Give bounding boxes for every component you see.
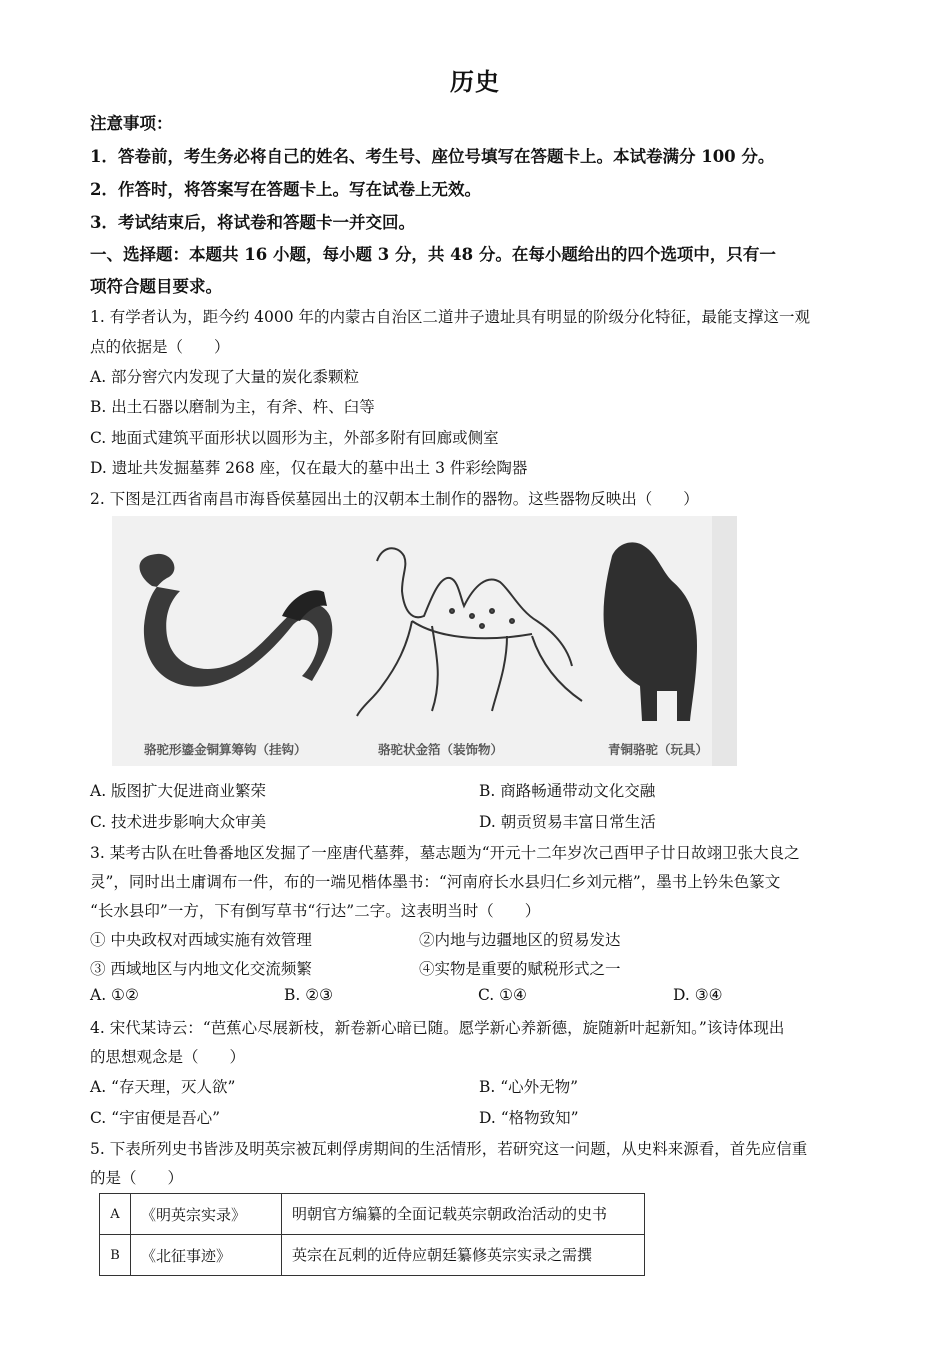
q1-stem-line1: 1. 有学者认为，距今约 4000 年的内蒙古自治区二道井子遗址具有明显的阶级分化特征，最能支撑这一观 xyxy=(90,308,811,326)
notice-item-2: 2．作答时，将答案写在答题卡上。写在试卷上无效。 xyxy=(90,180,481,199)
q5-stem-line1: 5. 下表所列史书皆涉及明英宗被瓦剌俘虏期间的生活情形，若研究这一问题，从史料来源看，首先应信重 xyxy=(90,1140,808,1158)
q2-option-a: A. 版图扩大促进商业繁荣 xyxy=(90,782,267,800)
q5-source-table xyxy=(99,1193,645,1276)
q3-item-3: ③ 西域地区与内地文化交流频繁 xyxy=(90,960,312,978)
caption-camel-hook: 骆驼形鎏金铜算筹钩（挂钩） xyxy=(144,742,307,757)
q3-item-4: ④实物是重要的赋税形式之一 xyxy=(419,960,621,978)
q3-item-1: ① 中央政权对西域实施有效管理 xyxy=(90,931,312,949)
notice-heading: 注意事项： xyxy=(90,114,173,133)
caption-bronze-camel: 青铜骆驼（玩具） xyxy=(608,742,709,757)
q3-option-b: B. ②③ xyxy=(284,986,334,1004)
q3-stem-line2: 灵”，同时出土庸调布一件，布的一端见楷体墨书：“河南府长水县归仁乡刘元楷”，墨书上钤朱色篆文 xyxy=(90,873,781,891)
page-title: 历史 xyxy=(450,67,500,96)
q2-artifact-figure xyxy=(112,516,737,766)
q2-option-b: B. 商路畅通带动文化交融 xyxy=(479,782,656,800)
caption-gold-foil-camel: 骆驼状金箔（装饰物） xyxy=(378,742,504,757)
q4-option-d: D. “格物致知” xyxy=(479,1109,579,1127)
row-letter: B xyxy=(100,1235,131,1276)
row-description: 英宗在瓦剌的近侍应朝廷纂修英宗实录之需撰 xyxy=(282,1235,645,1276)
q5-stem-line2: 的是（ ） xyxy=(90,1169,184,1187)
q3-item-2: ②内地与边疆地区的贸易发达 xyxy=(419,931,621,949)
q3-option-c: C. ①④ xyxy=(478,986,527,1004)
notice-item-1: 1．答卷前，考生务必将自己的姓名、考生号、座位号填写在答题卡上。本试卷满分 100 分。 xyxy=(90,147,775,166)
notice-item-3: 3．考试结束后，将试卷和答题卡一并交回。 xyxy=(90,213,415,232)
q2-option-c: C. 技术进步影响大众审美 xyxy=(90,813,267,831)
q4-stem-line2: 的思想观念是（ ） xyxy=(90,1048,246,1066)
q1-option-d: D. 遗址共发掘墓葬 268 座，仅在最大的墓中出土 3 件彩绘陶器 xyxy=(90,459,528,477)
table-row xyxy=(100,1194,645,1235)
q3-option-a: A. ①② xyxy=(90,986,139,1004)
q1-option-a: A. 部分窖穴内发现了大量的炭化黍颗粒 xyxy=(90,368,360,386)
q4-option-b: B. “心外无物” xyxy=(479,1078,579,1096)
q3-stem-line3: “长水县印”一方，下有倒写草书“行达”二字。这表明当时（ ） xyxy=(90,902,541,920)
section-heading-line1: 一、选择题：本题共 16 小题，每小题 3 分，共 48 分。在每小题给出的四个选项中，只有一 xyxy=(90,245,776,264)
row-book: 《北征事迹》 xyxy=(131,1235,282,1276)
q1-option-c: C. 地面式建筑平面形状以圆形为主，外部多附有回廊或侧室 xyxy=(90,429,499,447)
q1-stem-line2: 点的依据是（ ） xyxy=(90,338,230,356)
q3-stem-line1: 3. 某考古队在吐鲁番地区发掘了一座唐代墓葬，墓志题为“开元十二年岁次己酉甲子廿日故翊卫张大良之 xyxy=(90,844,800,862)
table-row xyxy=(100,1235,645,1276)
q2-stem: 2. 下图是江西省南昌市海昏侯墓园出土的汉朝本土制作的器物。这些器物反映出（ ） xyxy=(90,490,699,508)
q4-option-a: A. “存天理，灭人欲” xyxy=(90,1078,236,1096)
q3-option-d: D. ③④ xyxy=(673,986,723,1004)
q4-option-c: C. “宇宙便是吾心” xyxy=(90,1109,221,1127)
artifact-photos xyxy=(112,516,737,766)
row-letter: A xyxy=(100,1194,131,1235)
q4-stem-line1: 4. 宋代某诗云：“芭蕉心尽展新枝，新卷新心暗已随。愿学新心养新德，旋随新叶起新知。”该诗体现出 xyxy=(90,1019,785,1037)
row-description: 明朝官方编纂的全面记载英宗朝政治活动的史书 xyxy=(282,1194,645,1235)
section-heading-line2: 项符合题目要求。 xyxy=(90,277,222,296)
row-book: 《明英宗实录》 xyxy=(131,1194,282,1235)
q1-option-b: B. 出土石器以磨制为主，有斧、杵、臼等 xyxy=(90,398,375,416)
q2-option-d: D. 朝贡贸易丰富日常生活 xyxy=(479,813,656,831)
